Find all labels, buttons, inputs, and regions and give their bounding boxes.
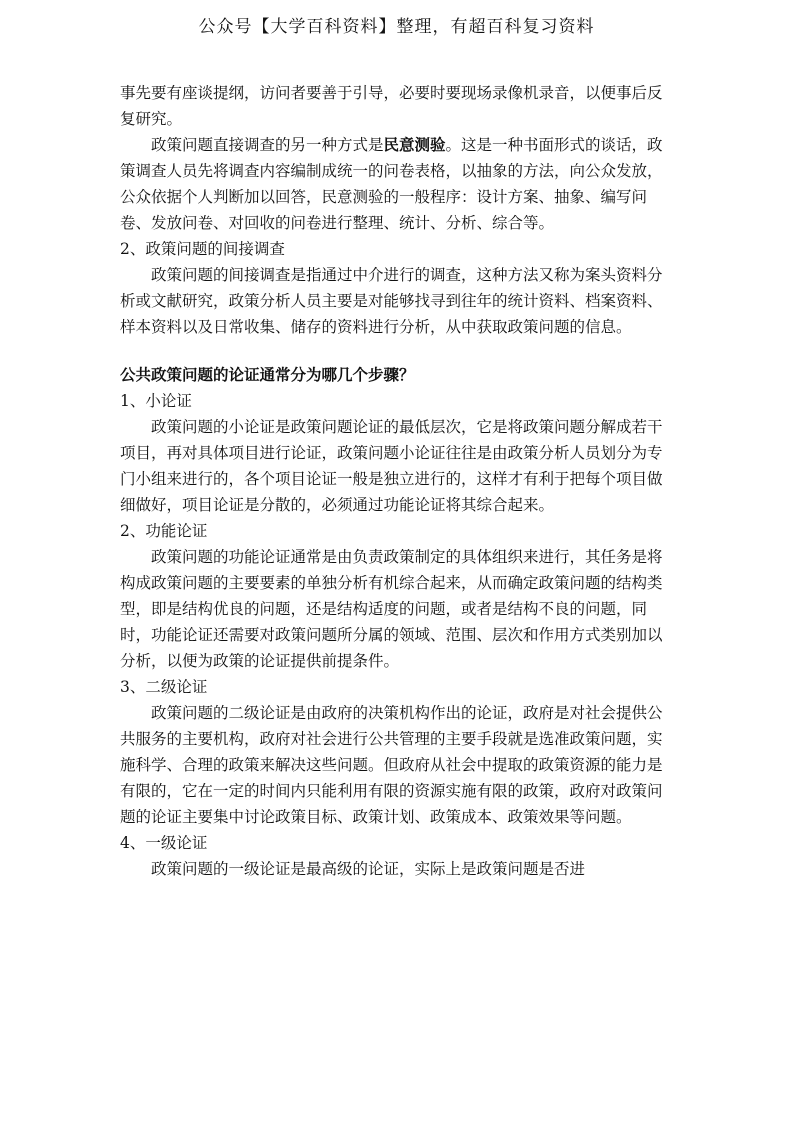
section-heading: 2、政策问题的间接调查 (120, 240, 285, 258)
step-heading: 3、二级论证 (120, 678, 208, 696)
paragraph: 政策问题的小论证是政策问题论证的最低层次，它是将政策问题分解成若干项目，再对具体项目进行论证，政策问题小论证往往是由政策分析人员划分为专门小组来进行的，各个项目论证一般是独立进行的，这样才有利于把每个项目做细做好，项目论证是分散的，必须通过功能论证将其综合起来。 (120, 418, 663, 514)
paragraph: 政策问题的间接调查是指通过中介进行的调查，这种方法又称为案头资料分析或文献研究，政策分析人员主要是对能够找寻到往年的统计资料、档案资料、样本资料以及日常收集、储存的资料进行分析，从中获取政策问题的信息。 (120, 266, 663, 336)
paragraph: 政策问题的功能论证通常是由负责政策制定的具体组织来进行，其任务是将构成政策问题的主要要素的单独分析有机综合起来，从而确定政策问题的结构类型，即是结构优良的问题，还是结构适度的问题，或者是结构不良的问题，同时，功能论证还需要对政策问题所分属的领域、范围、层次和作用方式类别加以分析，以便为政策的论证提供前提条件。 (120, 548, 663, 670)
page-header: 公众号【大学百科资料】整理，有超百科复习资料 (198, 17, 595, 37)
step-heading: 1、小论证 (120, 392, 192, 410)
document-body (120, 80, 676, 882)
paragraph: 政策问题的二级论证是由政府的决策机构作出的论证，政府是对社会提供公共服务的主要机构，政府对社会进行公共管理的主要手段就是选准政策问题，实施科学、合理的政策来解决这些问题。但政府从社会中提取的政策资源的能力是有限的，它在一定的时间内只能利用有限的资源实施有限的政策，政府对政策问题的论证主要集中讨论政策目标、政策计划、政策成本、政策效果等问题。 (120, 704, 663, 826)
step-heading: 2、功能论证 (120, 522, 208, 540)
bold-term: 民意测验 (383, 135, 446, 154)
paragraph: 政策问题的一级论证是最高级的论证，实际上是政策问题是否进 (151, 860, 586, 878)
step-heading: 4、一级论证 (120, 834, 208, 852)
paragraph-text: 政策问题直接调查的另一种方式是 (151, 136, 384, 154)
question-heading: 公共政策问题的论证通常分为哪几个步骤？ (120, 365, 415, 384)
paragraph: 事先要有座谈提纲，访问者要善于引导，必要时要现场录像机录音，以便事后反复研究。 (120, 84, 663, 128)
paragraph-text: 。这是一种书面形式的谈话，政策调查人员先将调查内容编制成统一的问卷表格，以抽象的方法，向公众发放，公众依据个人判断加以回答，民意测验的一般程序：设计方案、抽象、编写问卷、发放问卷、对回收的问卷进行整理、统计、分析、综合等。 (120, 136, 663, 232)
paragraph-opinion-poll (120, 132, 676, 236)
